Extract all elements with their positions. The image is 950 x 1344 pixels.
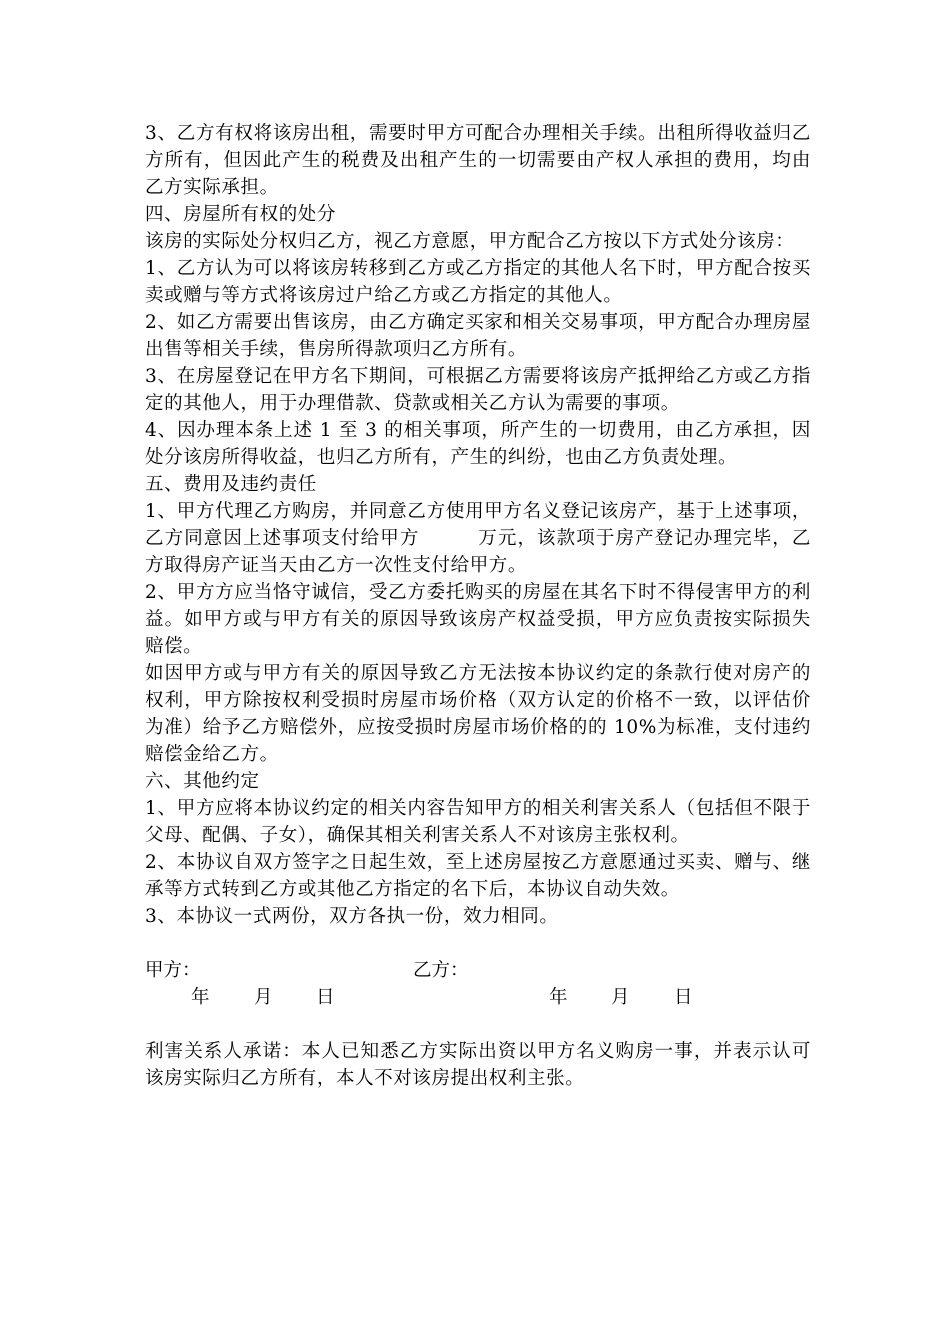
spacer <box>145 930 811 957</box>
party-a-label: 甲方： <box>145 960 201 981</box>
section-4-intro: 该房的实际处分权归乙方，视乙方意愿，甲方配合乙方按以下方式处分该房： <box>145 231 795 252</box>
section-6-heading: 六、其他约定 <box>145 771 260 792</box>
section-4-heading: 四、房屋所有权的处分 <box>145 204 337 225</box>
stakeholder-statement: 利害关系人承诺：本人已知悉乙方实际出资以甲方名义购房一事，并表示认可该房实际归乙方所有，本人不对该房提出权利主张。 <box>145 1041 811 1089</box>
section-5-clause-2: 2、甲方方应当恪守诚信，受乙方委托购买的房屋在其名下时不得侵害甲方的利益。如甲方或与甲方有关的原因导致该房产权益受损，甲方应负责按实际损失赔偿。 <box>145 582 811 657</box>
party-b-label: 乙方： <box>413 960 469 981</box>
signature-date-row <box>145 984 811 1011</box>
section-5-clause-1: 1、甲方代理乙方购房，并同意乙方使用甲方名义登记该房产，基于上述事项，乙方同意因上述事项支付给甲方 万元，该款项于房产登记办理完毕，乙方取得房产证当天由乙方一次性支付给甲方。 <box>145 501 811 576</box>
section-6-clause-3: 3、本协议一式两份，双方各执一份，效力相同。 <box>145 906 559 927</box>
section-4-clause-1: 1、乙方认为可以将该房转移到乙方或乙方指定的其他人名下时，甲方配合按买卖或赠与等方式将该房过户给乙方或乙方指定的其他人。 <box>145 258 811 306</box>
clause-3-rental: 3、乙方有权将该房出租，需要时甲方可配合办理相关手续。出租所得收益归乙方所有，但因此产生的税费及出租产生的一切需要由产权人承担的费用，均由乙方实际承担。 <box>145 123 811 198</box>
party-a-date-month: 月 <box>254 987 273 1008</box>
document-body <box>145 120 811 1092</box>
section-6-clause-1: 1、甲方应将本协议约定的相关内容告知甲方的相关利害关系人（包括但不限于父母、配偶、子女），确保其相关利害关系人不对该房主张权利。 <box>145 798 811 846</box>
party-b-date-day: 日 <box>674 987 693 1008</box>
section-5-heading: 五、费用及违约责任 <box>145 474 317 495</box>
section-4-clause-4: 4、因办理本条上述 1 至 3 的相关事项，所产生的一切费用，由乙方承担，因处分该房所得收益，也归乙方所有，产生的纠纷，也由乙方负责处理。 <box>145 420 811 468</box>
party-b-date-month: 月 <box>611 987 630 1008</box>
spacer <box>145 1011 811 1038</box>
party-a-date-year: 年 <box>191 987 210 1008</box>
signature-parties-row <box>145 957 811 984</box>
party-b-date-year: 年 <box>549 987 568 1008</box>
section-4-clause-2: 2、如乙方需要出售该房，由乙方确定买家和相关交易事项，甲方配合办理房屋出售等相关手续，售房所得款项归乙方所有。 <box>145 312 811 360</box>
party-a-date-day: 日 <box>316 987 335 1008</box>
section-6-clause-2: 2、本协议自双方签字之日起生效，至上述房屋按乙方意愿通过买卖、赠与、继承等方式转到乙方或其他乙方指定的名下后，本协议自动失效。 <box>145 852 811 900</box>
section-4-clause-3: 3、在房屋登记在甲方名下期间，可根据乙方需要将该房产抵押给乙方或乙方指定的其他人，用于办理借款、贷款或相关乙方认为需要的事项。 <box>145 366 811 414</box>
section-5-clause-3: 如因甲方或与甲方有关的原因导致乙方无法按本协议约定的条款行使对房产的权利，甲方除按权利受损时房屋市场价格（双方认定的价格不一致，以评估价为准）给予乙方赔偿外，应按受损时房屋市场价格的的 10%为标准，支付违约赔偿金给乙方。 <box>145 663 811 765</box>
